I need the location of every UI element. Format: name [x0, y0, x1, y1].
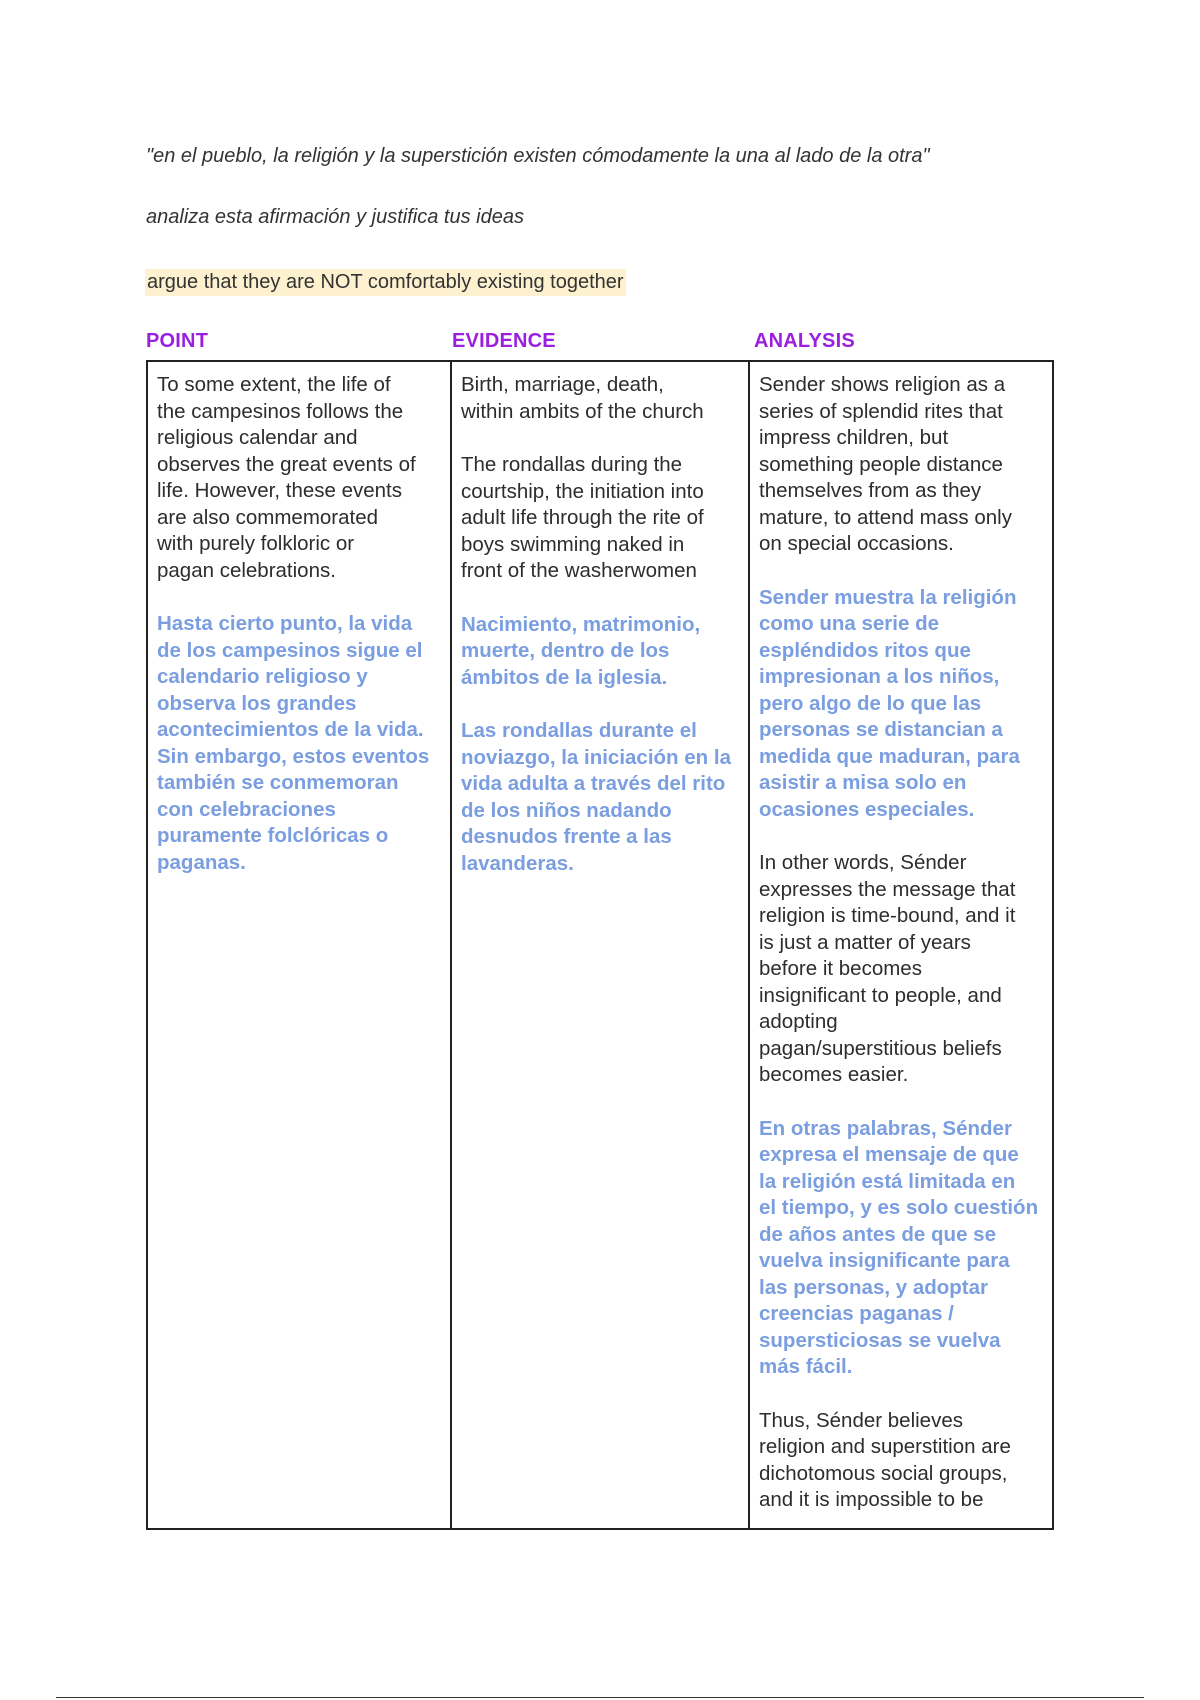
highlighted-thesis: argue that they are NOT comfortably existing together [145, 269, 626, 296]
evidence-text-spanish-2: Las rondallas durante el noviazgo, la iniciación en la vida adulta a través del rito de los niños nadando desnudos frente a las lavanderas. [461, 719, 731, 875]
point-text-english: To some extent, the life of the campesinos follows the religious calendar and observes the great events of life. However, these events are also commemorated with purely folkloric or pagan celebrations. [157, 373, 416, 582]
essay-prompt: analiza esta afirmación y justifica tus ideas [146, 206, 524, 228]
analysis-text-english-3: Thus, Sénder believes religion and superstition are dichotomous social groups, and it is impossible to be [759, 1408, 1011, 1511]
point-text-spanish: Hasta cierto punto, la vida de los campesinos sigue el calendario religioso y observa los grandes acontecimientos de la vida. Sin embargo, estos eventos también se conmemoran con celebraciones puramente folclóricas o paganas. [157, 612, 430, 874]
point-cell [148, 362, 450, 1528]
evidence-cell [450, 362, 748, 1528]
analysis-text-spanish-2: En otras palabras, Sénder expresa el mensaje de que la religión está limitada en el tiempo, y es solo cuestión de años antes de que se vuelva insignificante para las personas, y adoptar creencias paganas / supersticiosas se vuelva más fácil. [759, 1116, 1039, 1378]
analysis-text-english-2: In other words, Sénder expresses the message that religion is time-bound, and it is just a matter of years before it becomes insignificant to people, and adopting pagan/superstitious beliefs becomes easier. [759, 851, 1016, 1086]
pea-table [146, 360, 1054, 1530]
column-header-analysis: ANALYSIS [754, 330, 855, 352]
page-bottom-rule [56, 1697, 1144, 1698]
evidence-text-english-1: Birth, marriage, death, within ambits of the church [461, 373, 704, 423]
analysis-cell [748, 362, 1052, 1528]
analysis-text-english-1: Sender shows religion as a series of splendid rites that impress children, but something people distance themselves from as they mature, to attend mass only on special occasions. [759, 373, 1012, 555]
column-header-point: POINT [146, 330, 209, 352]
evidence-text-english-2: The rondallas during the courtship, the initiation into adult life through the rite of boys swimming naked in front of the washerwomen [461, 453, 704, 582]
evidence-text-spanish-1: Nacimiento, matrimonio, muerte, dentro de los ámbitos de la iglesia. [461, 612, 701, 689]
analysis-text-spanish-1: Sender muestra la religión como una serie de espléndidos ritos que impresionan a los niños, pero algo de lo que las personas se distancian a medida que maduran, para asistir a misa solo en ocasiones especiales. [759, 585, 1020, 821]
essay-quote: "en el pueblo, la religión y la superstición existen cómodamente la una al lado de la otra" [146, 145, 930, 167]
column-header-evidence: EVIDENCE [452, 330, 556, 352]
